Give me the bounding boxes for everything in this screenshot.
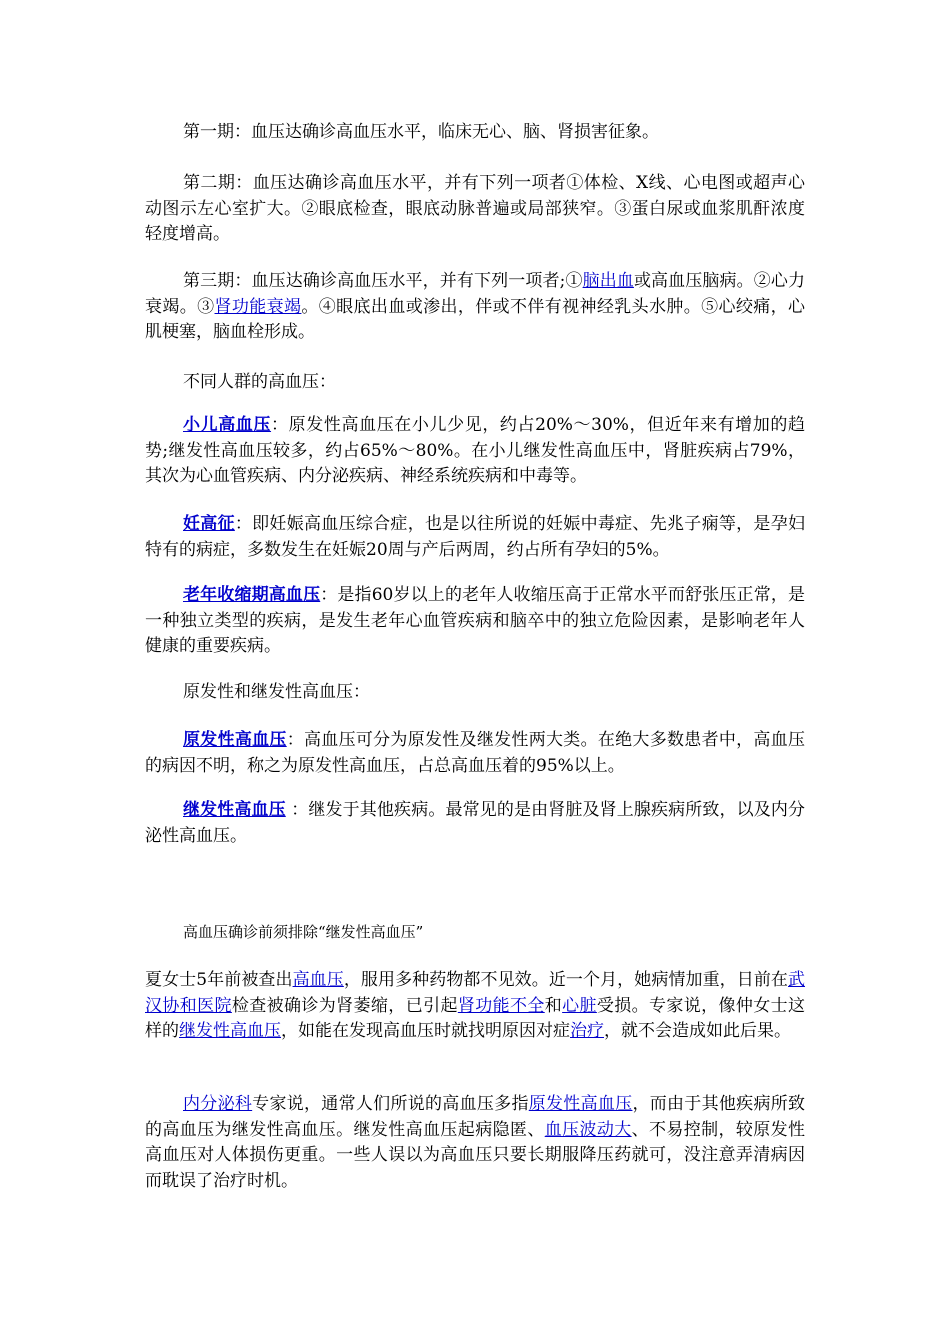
pregnancy-hypertension-paragraph bbox=[145, 512, 805, 563]
primary-hypertension-link[interactable]: 原发性高血压 bbox=[183, 730, 287, 750]
types-heading: 原发性和继发性高血压： bbox=[183, 682, 370, 702]
endocrinology-link[interactable]: 内分泌科 bbox=[183, 1094, 253, 1114]
stage1-paragraph: 第一期：血压达确诊高血压水平，临床无心、脑、肾损害征象。 bbox=[183, 122, 659, 142]
article-p1-text-3: 检查被确诊为肾萎缩，已引起 bbox=[231, 995, 458, 1016]
article-p1-text-2: ，服用多种药物都不见效。近一个月，她病情加重，日前在 bbox=[343, 970, 789, 990]
renal-insufficiency-link[interactable]: 肾功能不全 bbox=[457, 995, 545, 1016]
pregnancy-hypertension-text: ：即妊娠高血压综合症，也是以往所说的妊娠中毒症、先兆子痫等，是孕妇特有的病症，多数发生在妊娠20周与产后两周，约占所有孕妇的5%。 bbox=[145, 514, 806, 560]
stage3-text-c: 。④眼底出血或渗出，伴或不伴有视神经乳头水肿。⑤心绞痛，心肌梗塞，脑血栓形成。 bbox=[145, 296, 806, 342]
child-hypertension-text: ：原发性高血压在小儿少见，约占20%～30%，但近年来有增加的趋势;继发性高血压较多，约占65%～80%。在小儿继发性高血压中，肾脏疾病占79%，其次为心血管疾病、内分泌疾病、神经系统疾病和中毒等。 bbox=[145, 415, 806, 486]
child-hypertension-paragraph bbox=[145, 413, 805, 490]
renal-failure-link[interactable]: 肾功能衰竭 bbox=[214, 296, 302, 317]
elderly-hypertension-text: ：是指60岁以上的老年人收缩压高于正常水平而舒张压正常，是一种独立类型的疾病，是发生老年心血管疾病和脑卒中的独立危险因素，是影响老年人健康的重要疾病。 bbox=[145, 585, 805, 656]
stage3-paragraph bbox=[145, 269, 805, 346]
article-p1-text-5: 受损。专家说，像仲女士这样的 bbox=[145, 995, 806, 1041]
secondary-hypertension-paragraph bbox=[145, 798, 805, 849]
article-paragraph-1 bbox=[145, 968, 805, 1045]
heart-link[interactable]: 心脏 bbox=[562, 995, 597, 1016]
primary-hypertension-paragraph bbox=[145, 728, 805, 779]
hypertension-link[interactable]: 高血压 bbox=[292, 970, 344, 990]
primary-hypertension-article-link[interactable]: 原发性高血压 bbox=[528, 1094, 633, 1114]
article-p2-text-3: 、不易控制，较原发性高血压对人体损伤更重。一些人误以为高血压只要长期服降压药就可，没注意弄清病因而耽误了治疗时机。 bbox=[145, 1119, 806, 1191]
stage2-paragraph: 第二期：血压达确诊高血压水平，并有下列一项者①体检、X线、心电图或超声心动图示左心室扩大。②眼底检查，眼底动脉普遍或局部狭窄。③蛋白尿或血浆肌酐浓度轻度增高。 bbox=[145, 173, 805, 244]
article-p2-text-2: ，而由于其他疾病所致的高血压为继发性高血压。继发性高血压起病隐匿、 bbox=[145, 1094, 806, 1140]
article-title: 高血压确诊前须排除“继发性高血压” bbox=[183, 923, 424, 941]
treatment-link[interactable]: 治疗 bbox=[570, 1021, 604, 1041]
article-p1-text-1: 夏女士5年前被查出 bbox=[145, 970, 293, 990]
secondary-hypertension-link[interactable]: 继发性高血压 bbox=[183, 800, 286, 820]
primary-hypertension-text: ：高血压可分为原发性及继发性两大类。在绝大多数患者中，高血压的病因不明，称之为原发性高血压，占总高血压着的95%以上。 bbox=[145, 730, 806, 776]
article-p1-text-7: ，就不会造成如此后果。 bbox=[604, 1021, 791, 1041]
pregnancy-hypertension-link[interactable]: 妊高征 bbox=[183, 514, 235, 534]
article-p1-text-4: 和 bbox=[544, 995, 563, 1016]
article-paragraph-2 bbox=[145, 1092, 805, 1194]
elderly-hypertension-link[interactable]: 老年收缩期高血压 bbox=[183, 585, 321, 605]
stage3-text-b: 或高血压脑病。②心力衰竭。③ bbox=[145, 271, 806, 317]
secondary-hypertension-article-link[interactable]: 继发性高血压 bbox=[179, 1021, 281, 1041]
wuhan-union-hospital-link[interactable]: 武汉协和医院 bbox=[145, 970, 806, 1016]
article-p1-text-6: ，如能在发现高血压时就找明原因对症 bbox=[281, 1021, 570, 1041]
blood-pressure-fluctuation-link[interactable]: 血压波动大 bbox=[544, 1119, 632, 1140]
stage3-text-a: 第三期：血压达确诊高血压水平，并有下列一项者;① bbox=[183, 271, 583, 291]
elderly-hypertension-paragraph bbox=[145, 583, 805, 660]
child-hypertension-link[interactable]: 小儿高血压 bbox=[183, 415, 272, 435]
secondary-hypertension-text: ：继发于其他疾病。最常见的是由肾脏及肾上腺疾病所致，以及内分泌性高血压。 bbox=[145, 800, 805, 846]
cerebral-hemorrhage-link[interactable]: 脑出血 bbox=[582, 271, 634, 291]
article-p2-text-1: 专家说，通常人们所说的高血压多指 bbox=[252, 1094, 529, 1114]
groups-heading: 不同人群的高血压： bbox=[183, 372, 336, 392]
